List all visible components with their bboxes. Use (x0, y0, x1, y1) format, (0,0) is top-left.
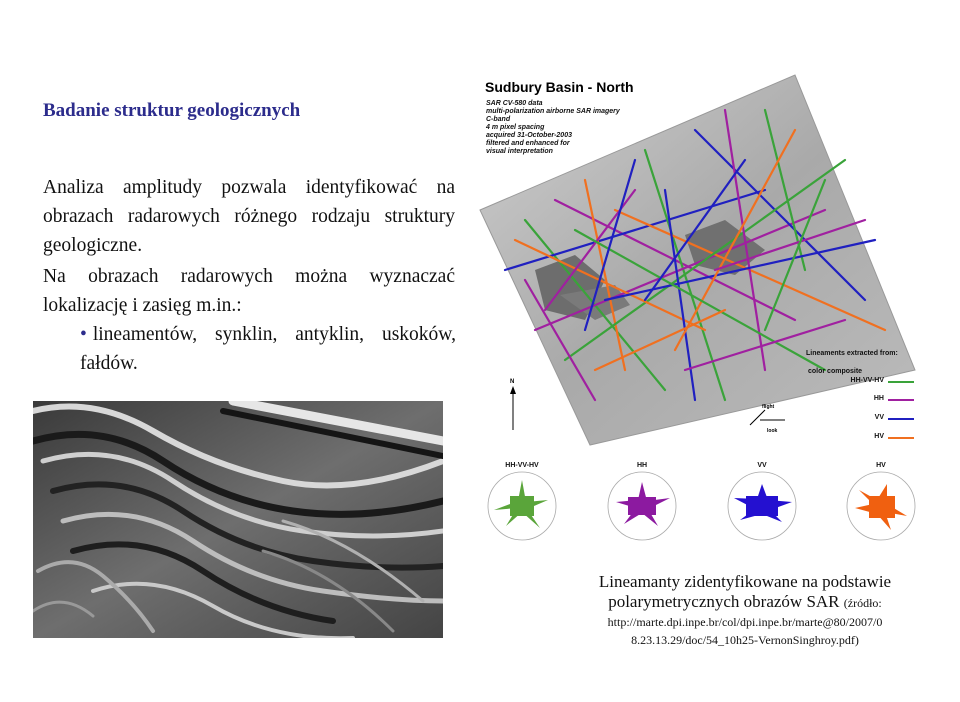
figure-notes (486, 100, 620, 156)
rose-diagram-hh-vv-hv (488, 472, 556, 540)
figure-note: filtered and enhanced for (486, 140, 570, 147)
figure-note: visual interpretation (486, 148, 553, 155)
caption-source-url-2: 8.23.13.29/doc/54_10h25-VernonSinghroy.pdf) (631, 633, 859, 647)
figure-note: SAR CV-580 data (486, 100, 543, 107)
figure-note: 4 m pixel spacing (486, 124, 545, 131)
slide-title: Badanie struktur geologicznych (43, 100, 301, 121)
figure-title: Sudbury Basin - North (485, 79, 634, 95)
rose-diagram-hh (608, 472, 676, 540)
radar-terrain-graphic (33, 401, 443, 638)
figure-caption (560, 572, 930, 649)
caption-source-label: (źródło: (843, 596, 882, 610)
figure-note: multi-polarization airborne SAR imagery (486, 108, 620, 115)
legend-item (806, 377, 914, 387)
radar-terrain-image (33, 401, 443, 638)
legend-item (806, 433, 914, 443)
paragraph-radar-structures: Na obrazach radarowych można wyznaczać lokalizację i zasięg m.in.: (43, 266, 455, 316)
legend-item (806, 395, 914, 405)
bullet-text: lineamentów, synklin, antyklin, uskoków, fałdów. (80, 324, 456, 374)
rose-diagram-vv (728, 472, 796, 540)
legend-item (806, 414, 914, 424)
legend-swatch (888, 381, 914, 383)
caption-source-url-1: http://marte.dpi.inpe.br/col/dpi.inpe.br/marte@80/2007/0 (607, 615, 883, 629)
rose-label: VV (757, 462, 767, 469)
look-label: look (767, 428, 778, 434)
bullet-symbol: • (80, 324, 87, 345)
legend-item-label: VV (874, 414, 884, 421)
legend-item-label: HH (873, 395, 884, 402)
legend-swatch (888, 399, 914, 401)
legend-item-label: HV (874, 433, 884, 440)
legend-swatch (888, 418, 914, 420)
figure-note: C-band (486, 116, 511, 123)
rose-label: HH (636, 462, 648, 469)
rose-label: HV (876, 462, 886, 469)
paragraph-amplitude-analysis: Analiza amplitudy pozwala identyfikować na obrazach radarowych różnego rodzaju struktury geologiczne. (43, 177, 455, 256)
legend-item-label: HH-VV-HV (850, 377, 884, 384)
caption-line2: polarymetrycznych obrazów SAR (608, 592, 840, 611)
legend-subtitle: color composite (808, 368, 863, 375)
flight-look-icon (750, 410, 785, 425)
legend-title: Lineaments extracted from: (806, 350, 898, 357)
flight-label: flight (762, 404, 775, 410)
legend-swatch (888, 437, 914, 439)
rose-label: HH-VV-HV (505, 462, 539, 469)
rose-diagram-hv (847, 472, 915, 540)
bullet-structures-list (80, 320, 456, 378)
north-label: N (510, 379, 515, 385)
figure-note: acquired 31-October-2003 (486, 132, 572, 139)
caption-line1: Lineamanty zidentyfikowane na podstawie (598, 572, 892, 591)
